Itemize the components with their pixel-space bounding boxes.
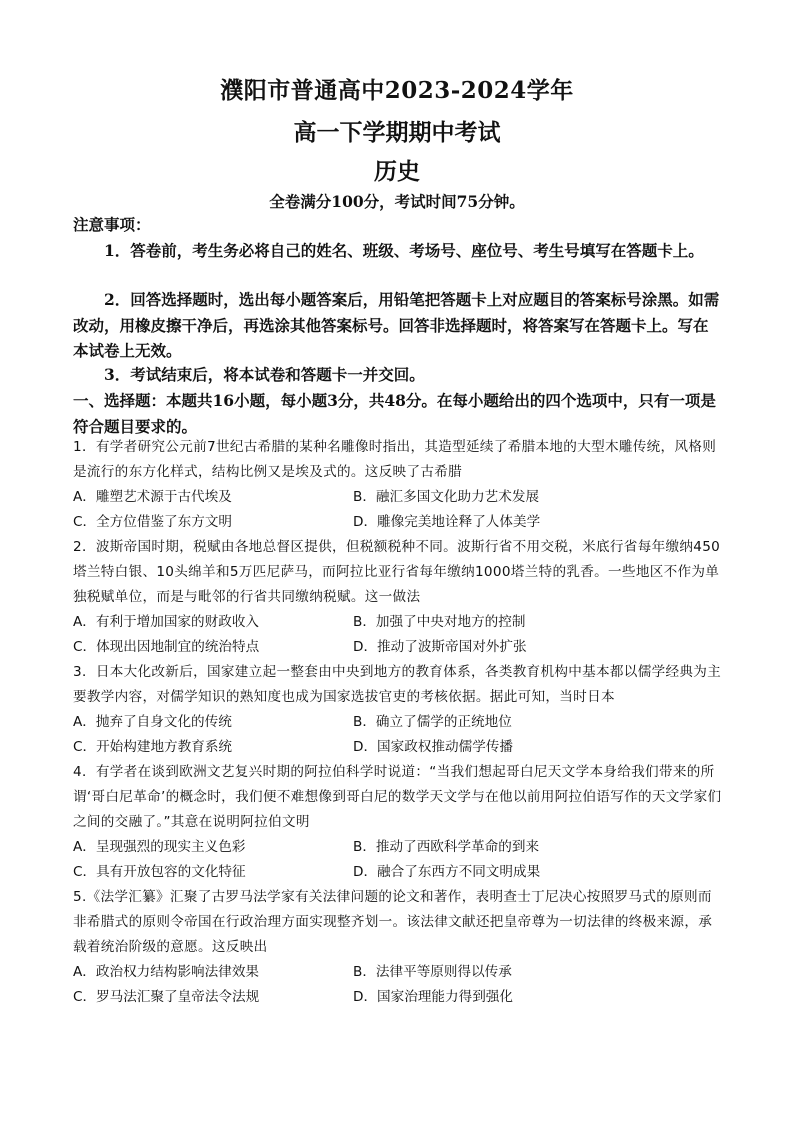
exam-subtitle: 高一下学期期中考试 [293, 119, 501, 146]
option-b: B．确立了儒学的正统地位 [353, 714, 512, 730]
notice-item: 2．回答选择题时，选出每小题答案后，用铅笔把答题卡上对应题目的答案标号涂黑。如需改动，用橡皮擦干净后，再选涂其他答案标号。回答非选择题时，将答案写在答题卡上。写在本试卷上无效。 [73, 290, 720, 360]
question-stem: 4．有学者在谈到欧洲文艺复兴时期的阿拉伯科学时说道：“当我们想起哥白尼天文学本身给我们带来的所谓‘哥白尼革命’的概念时，我们便不难想像到哥白尼的数学天文学与在他以前用阿拉伯语写作的天文学家们之间的交融了。”其意在说明阿拉伯文明 [73, 764, 722, 830]
option-b: B．推动了西欧科学革命的到来 [353, 839, 540, 855]
question-stem: 1．有学者研究公元前7世纪古希腊的某种名雕像时指出，其造型延续了希腊本地的大型木雕传统，风格则是流行的东方化样式，结构比例又是埃及式的。这反映了古希腊 [73, 439, 717, 480]
option-d: D．国家治理能力得到强化 [353, 989, 513, 1005]
notice-heading: 注意事项： [73, 215, 151, 234]
option-d: D．推动了波斯帝国对外扩张 [353, 639, 527, 655]
option-c: C．全方位借鉴了东方文明 [73, 514, 233, 530]
option-d: D．融合了东西方不同文明成果 [353, 864, 541, 880]
exam-info: 全卷满分100分，考试时间75分钟。 [269, 192, 525, 211]
question-stem: 2．波斯帝国时期，税赋由各地总督区提供，但税额税种不同。波斯行省不用交税，米底行省每年缴纳450塔兰特白银、10头绵羊和5万匹尼萨马，而阿拉比亚行省每年缴纳1000塔兰特的乳香。一些地区不作为单独税赋单位，而是与毗邻的行省共同缴纳税赋。这一做法 [73, 539, 721, 605]
section-heading: 一、选择题：本题共16小题，每小题3分，共48分。在每小题给出的四个选项中，只有一项是符合题目要求的。 [73, 391, 716, 436]
option-a: A．抛弃了自身文化的传统 [73, 714, 232, 730]
notice-item: 1．答卷前，考生务必将自己的姓名、班级、考场号、座位号、考生号填写在答题卡上。 [104, 241, 704, 260]
option-d: D．国家政权推动儒学传播 [353, 739, 513, 755]
option-b: B．加强了中央对地方的控制 [353, 614, 526, 630]
option-c: C．开始构建地方教育系统 [73, 739, 233, 755]
subject-title: 历史 [374, 158, 420, 185]
option-d: D．雕像完美地诠释了人体美学 [353, 514, 541, 530]
question-stem: 3．日本大化改新后，国家建立起一整套由中央到地方的教育体系，各类教育机构中基本都以儒学经典为主要教学内容，对儒学知识的熟知度也成为国家选拔官吏的考核依据。据此可知，当时日本 [73, 664, 722, 705]
option-c: C．罗马法汇聚了皇帝法令法规 [73, 989, 260, 1005]
option-b: B．法律平等原则得以传承 [353, 964, 512, 980]
question-stem: 5.《法学汇纂》汇聚了古罗马法学家有关法律问题的论文和著作，表明查士丁尼决心按照罗马式的原则而非希腊式的原则令帝国在行政治理方面实现整齐划一。该法律文献还把皇帝尊为一切法律的终极来源，承载着统治阶级的意愿。这反映出 [73, 889, 713, 955]
option-c: C．具有开放包容的文化特征 [73, 864, 246, 880]
notice-item: 3．考试结束后，将本试卷和答题卡一并交回。 [104, 365, 425, 384]
option-a: A．政治权力结构影响法律效果 [73, 964, 260, 980]
exam-title: 濮阳市普通高中2023-2024学年 [220, 77, 574, 104]
option-a: A．雕塑艺术源于古代埃及 [73, 489, 232, 505]
option-a: A．有利于增加国家的财政收入 [73, 614, 260, 630]
option-a: A．呈现强烈的现实主义色彩 [73, 839, 246, 855]
option-b: B．融汇多国文化助力艺术发展 [353, 489, 540, 505]
option-c: C．体现出因地制宜的统治特点 [73, 639, 260, 655]
